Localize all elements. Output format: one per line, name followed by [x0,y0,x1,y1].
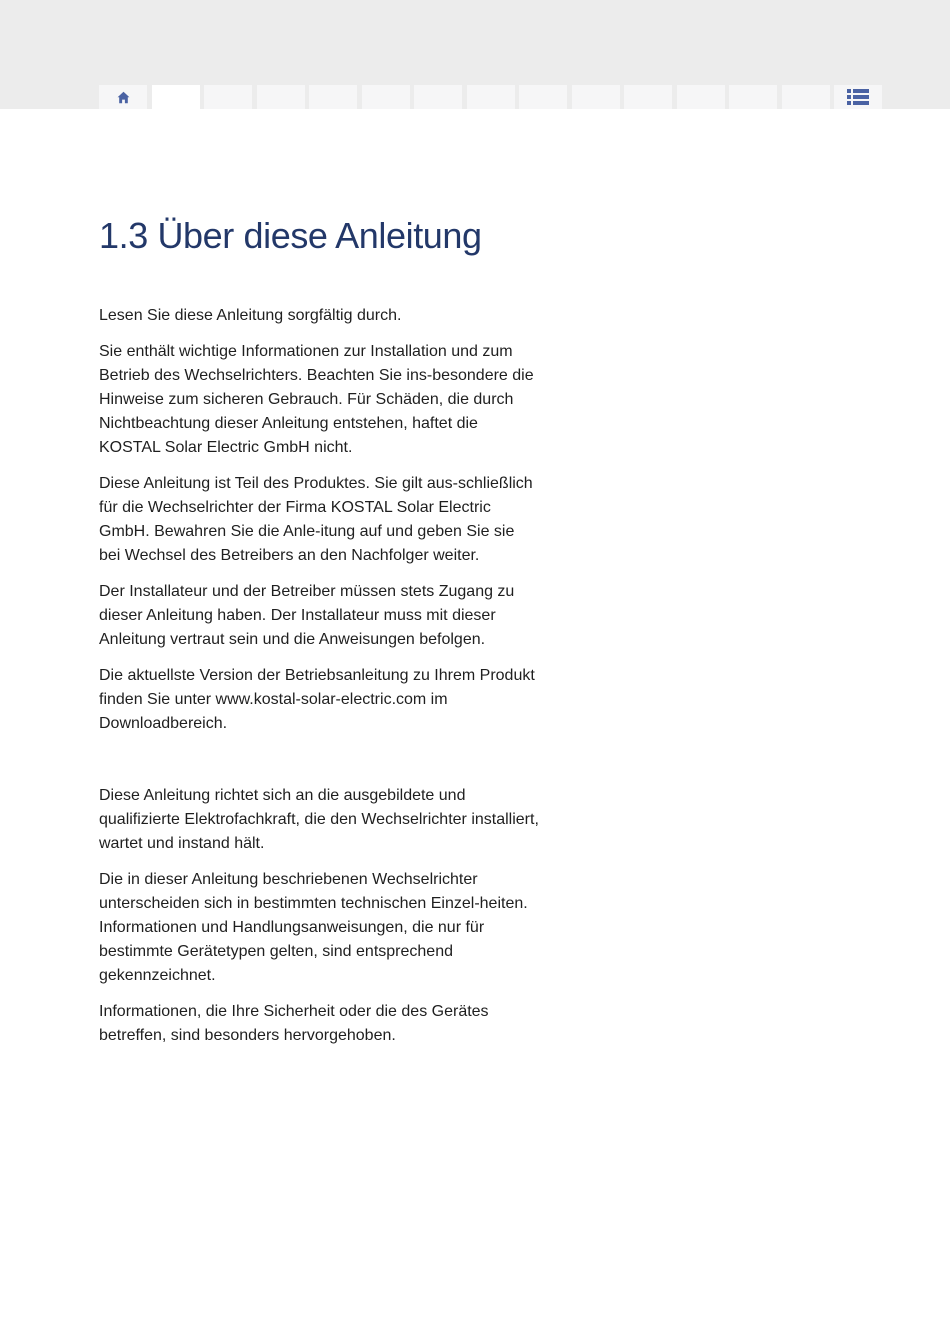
paragraph: Diese Anleitung richtet sich an die ausgebildete und qualifizierte Elektrofachkraft, die den Wechselrichter installiert, wartet und instand hält. [99,787,539,852]
page-title: 1.3 Über diese Anleitung [99,215,482,256]
paragraph: Die in dieser Anleitung beschriebenen Wechselrichter unterscheiden sich in bestimmten technischen Einzel-heiten. Informationen und Handlungsanweisungen, die nur für bestimmte Gerätetypen gelten, sind entsprechend gekennzeichnet. [99,871,528,984]
tab-chapter-11[interactable] [677,85,725,109]
paragraph: Lesen Sie diese Anleitung sorgfältig durch. [99,307,402,324]
list-icon [847,88,869,106]
paragraph: Informationen, die Ihre Sicherheit oder die des Gerätes betreffen, sind besonders hervorgehoben. [99,1003,489,1044]
tab-chapter-5[interactable] [362,85,410,109]
tab-chapter-1[interactable] [152,85,200,109]
tab-chapter-10[interactable] [624,85,672,109]
tab-chapter-2[interactable] [204,85,252,109]
tab-chapter-6[interactable] [414,85,462,109]
tab-chapter-13[interactable] [782,85,830,109]
tab-chapter-3[interactable] [257,85,305,109]
chapter-tab-bar [99,85,882,109]
paragraph: Sie enthält wichtige Informationen zur Installation und zum Betrieb des Wechselrichters. Beachten Sie ins-besondere die Hinweise zum sicheren Gebrauch. Für Schäden, die durch Nichtbeachtung dieser Anleitung entstehen, haftet die KOSTAL Solar Electric GmbH nicht. [99,343,534,456]
tab-chapter-8[interactable] [519,85,567,109]
paragraph: Diese Anleitung ist Teil des Produktes. Sie gilt aus-schließlich für die Wechselrichter der Firma KOSTAL Solar Electric GmbH. Bewahren Sie die Anle-itung auf und geben Sie sie bei Wechsel des Betreibers an den Nachfolger weiter. [99,475,533,564]
tab-chapter-9[interactable] [572,85,620,109]
tab-contents[interactable] [834,85,882,109]
tab-chapter-7[interactable] [467,85,515,109]
paragraph: Der Installateur und der Betreiber müssen stets Zugang zu dieser Anleitung haben. Der Installateur muss mit dieser Anleitung vertraut sein und die Anweisungen befolgen. [99,583,515,648]
body-text [99,304,539,1048]
tab-home[interactable] [99,85,147,109]
paragraph: Die aktuellste Version der Betriebsanleitung zu Ihrem Produkt finden Sie unter www.kostal-solar-electric.com im Downloadbereich. [99,667,535,732]
tab-chapter-4[interactable] [309,85,357,109]
page-content [99,212,539,1060]
home-icon [117,91,130,104]
tab-chapter-12[interactable] [729,85,777,109]
